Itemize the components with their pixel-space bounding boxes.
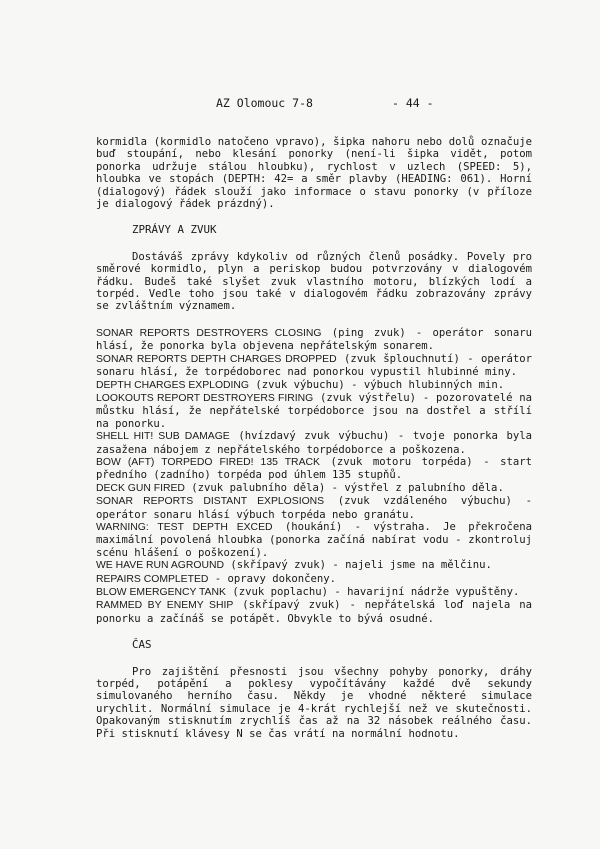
message-code: WE HAVE RUN AGROUND — [96, 560, 224, 572]
message-item — [96, 521, 532, 559]
message-item — [96, 559, 532, 572]
intro-paragraph: kormidla (kormidlo natočeno vpravo), šipka nahoru nebo dolů označuje buď stoupání, nebo klesání ponorky (není-li šipka vidět, potom ponorka udržuje stálou hloubku), rychlost v uzlech (SPEED: 5), hloubka ve stopách (DEPTH: 42= a směr plavby (HEADING: 061). Horní (dialogový) řádek slouží jako informace o stavu ponorky (v příloze je dialogový řádek prázdný). — [96, 136, 532, 211]
message-code: SONAR REPORTS DISTANT EXPLOSIONS — [96, 496, 325, 508]
message-item — [96, 430, 532, 456]
messages-paragraph: Dostáváš zprávy kdykoliv od různých členů posádky. Povely pro směrové kormidlo, plyn a periskop budou potvrzovány v dialogovém řádku. Budeš také slyšet zvuk vlastního motoru, blízkých lodí a torpéd. Vedle toho jsou také v dialogovém řádku zobrazovány zprávy se zvláštním významem. — [96, 250, 532, 313]
message-item — [96, 482, 532, 495]
message-description: - opravy dokončeny. — [214, 572, 336, 585]
time-paragraph: Pro zajištění přesnosti jsou všechny pohyby ponorky, dráhy torpéd, potápění a poklesy vypočítávány každé dvě sekundy simulovaného herního času. Někdy je vhodné některé simulace urychlit. Normální simulace je 4-krát rychlejší než ve skutečnosti. Opakovaným stisknutím zrychlíš čas až na 32 násobek reálného času. Při stisknutí klávesy N se čas vrátí na normální hodnotu. — [96, 665, 532, 740]
message-item — [96, 599, 532, 625]
message-item — [96, 379, 532, 392]
header-title: AZ Olomouc 7-8 — [216, 96, 313, 110]
message-code: WARNING: TEST DEPTH EXCED — [96, 521, 273, 533]
message-code: DEPTH CHARGES EXPLODING — [96, 379, 250, 391]
message-code: REPAIRS COMPLETED — [96, 573, 209, 585]
message-item — [96, 495, 532, 521]
message-code: SHELL HIT! SUB DAMAGE — [96, 431, 230, 443]
section-heading-time: ČAS — [132, 638, 152, 652]
message-description: (skřípavý zvuk) - najeli jsme na mělčinu. — [230, 559, 492, 572]
message-code: BLOW EMERGENCY TANK — [96, 587, 226, 598]
message-item — [96, 586, 532, 599]
message-description: (zvuk výstřelu) - pozorovatelé na můstku hlásí, že nepřátelské torpédoborce jsou na dostřel a střílí na ponorku. — [96, 391, 532, 430]
message-description: (zvuk motoru torpéda) - start předního (zadního) torpéda pod úhlem 135 stupňů. — [96, 455, 532, 482]
message-description: (zvuk šplouchnutí) - operátor sonaru hlásí, že torpédoborec nad ponorkou vypustil hlubinné miny. — [96, 352, 533, 379]
message-code: DECK GUN FIRED — [96, 482, 185, 494]
page-number: - 44 - — [392, 96, 434, 110]
message-description: (zvuk poplachu) - havarijní nádrže vypuštěny. — [232, 586, 520, 598]
message-description: (skřípavý zvuk) - nepřátelská loď najela na ponorku a začínáš se potápět. Obvykle to bývá osudné. — [96, 599, 532, 625]
message-item — [96, 456, 532, 482]
message-code: SONAR REPORTS DESTROYERS CLOSING — [96, 327, 322, 339]
message-description: (ping zvuk) - operátor sonaru hlásí, že ponorka byla objevena nepřátelským sonarem. — [96, 326, 532, 353]
message-code: BOW (AFT) TORPEDO FIRED! 135 TRACK — [96, 456, 320, 468]
message-item — [96, 392, 532, 430]
page-content — [96, 136, 532, 740]
message-item — [96, 353, 532, 379]
message-item — [96, 327, 532, 353]
section-heading-messages: ZPRÁVY A ZVUK — [132, 223, 217, 237]
message-code: SONAR REPORTS DEPTH CHARGES DROPPED — [96, 353, 337, 365]
message-item — [96, 573, 532, 586]
message-code: LOOKOUTS REPORT DESTROYERS FIRING — [96, 392, 314, 404]
message-list — [96, 327, 532, 625]
message-description: (houkání) - výstraha. Je překročena maximální povolená hloubka (ponorka začíná nabírat vodu - zkontroluj scénu hlášení o poškození). — [96, 520, 532, 559]
message-description: (zvuk vzdáleného výbuchu) - operátor sonaru hlásí výbuch torpéda nebo granátu. — [96, 495, 532, 521]
message-description: (hvízdavý zvuk výbuchu) - tvoje ponorka byla zasažena nábojem z nepřátelského torpédoborce a poškozena. — [96, 430, 532, 456]
message-description: (zvuk palubního děla) - výstřel z palubního děla. — [191, 481, 504, 494]
message-description: (zvuk výbuchu) - výbuch hlubinných min. — [255, 378, 505, 391]
message-code: RAMMED BY ENEMY SHIP — [96, 600, 234, 612]
